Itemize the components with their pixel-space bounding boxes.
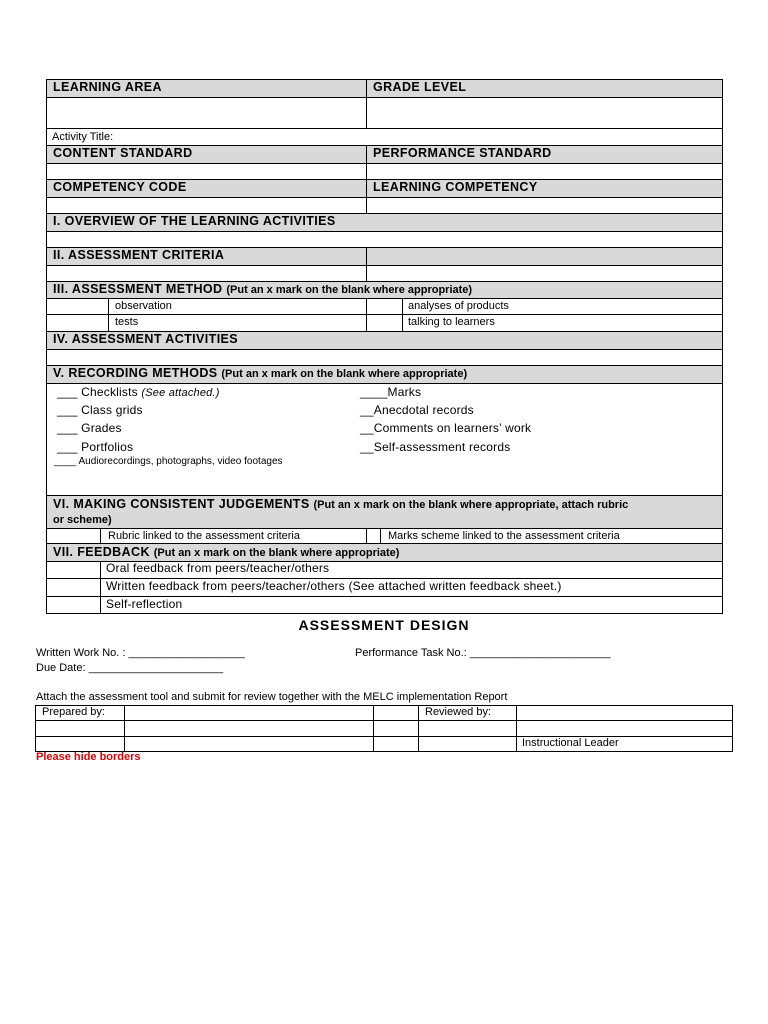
learning-area-label: LEARNING AREA — [53, 80, 162, 94]
grade-level-label: GRADE LEVEL — [373, 80, 467, 94]
method-option-analyses: analyses of products — [408, 300, 509, 312]
attach-instructions: Attach the assessment tool and submit for review together with the MELC implementation Report — [36, 691, 508, 703]
assessment-method-heading: III. ASSESSMENT METHOD (Put an x mark on the blank where appropriate) — [53, 282, 473, 296]
performance-standard-label: PERFORMANCE STANDARD — [373, 146, 552, 160]
recording-option-anecdotal: __Anecdotal records — [360, 403, 474, 417]
method-option-tests: tests — [115, 316, 139, 328]
learning-competency-label: LEARNING COMPETENCY — [373, 180, 538, 194]
judgement-option-marks-scheme: Marks scheme linked to the assessment criteria — [388, 530, 620, 542]
due-date-field: Due Date: ______________________ — [36, 662, 224, 674]
recording-option-audiorecordings: ____ Audiorecordings, photographs, video footages — [54, 456, 283, 467]
competency-code-label: COMPETENCY CODE — [53, 180, 187, 194]
written-work-field: Written Work No. : ___________________ — [36, 647, 245, 659]
reviewed-by-label: Reviewed by: — [425, 706, 492, 718]
recording-option-checklists: ___ Checklists (See attached.) — [57, 385, 220, 399]
method-option-observation: observation — [115, 300, 172, 312]
recording-methods-heading: V. RECORDING METHODS (Put an x mark on the blank where appropriate) — [53, 366, 468, 380]
overview-heading: I. OVERVIEW OF THE LEARNING ACTIVITIES — [53, 214, 336, 228]
instructional-leader-label: Instructional Leader — [522, 737, 619, 749]
recording-option-marks: ____Marks — [360, 385, 422, 399]
recording-option-portfolios: ___ Portfolios — [57, 440, 134, 454]
assessment-criteria-heading: II. ASSESSMENT CRITERIA — [53, 248, 225, 262]
recording-option-self-assessment: __Self-assessment records — [360, 440, 511, 454]
feedback-heading: VII. FEEDBACK (Put an x mark on the blank where appropriate) — [53, 545, 400, 559]
assessment-design-title: ASSESSMENT DESIGN — [298, 617, 470, 633]
hide-borders-note: Please hide borders — [36, 751, 141, 763]
feedback-option-self-reflection: Self-reflection — [106, 597, 183, 611]
consistent-judgements-note: or scheme) — [53, 514, 112, 526]
assessment-activities-heading: IV. ASSESSMENT ACTIVITIES — [53, 332, 239, 346]
judgement-option-rubric: Rubric linked to the assessment criteria — [108, 530, 300, 542]
activity-title-label: Activity Title: — [52, 131, 114, 143]
feedback-option-written: Written feedback from peers/teacher/others (See attached written feedback sheet.) — [106, 579, 562, 593]
method-option-talking: talking to learners — [408, 316, 495, 328]
recording-option-grades: ___ Grades — [57, 421, 122, 435]
performance-task-field: Performance Task No.: _______________________ — [355, 647, 611, 659]
feedback-option-oral: Oral feedback from peers/teacher/others — [106, 561, 330, 575]
prepared-by-label: Prepared by: — [42, 706, 105, 718]
recording-option-comments: __Comments on learners’ work — [360, 421, 532, 435]
consistent-judgements-heading: VI. MAKING CONSISTENT JUDGEMENTS (Put an x mark on the blank where appropriate, attach rubric — [53, 497, 629, 511]
content-standard-label: CONTENT STANDARD — [53, 146, 193, 160]
recording-option-class-grids: ___ Class grids — [57, 403, 143, 417]
